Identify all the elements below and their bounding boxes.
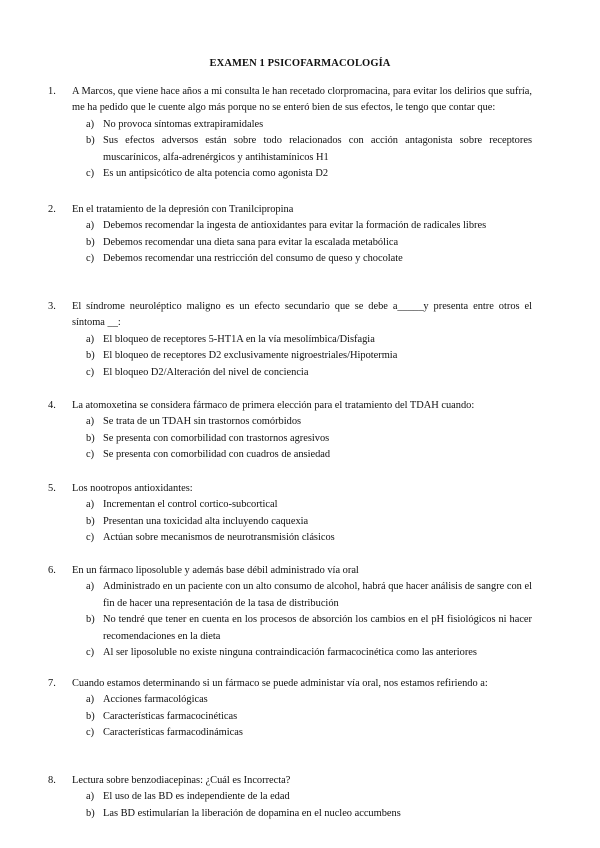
- option-letter: c): [86, 366, 95, 378]
- option-item: [48, 447, 532, 463]
- option-item: [48, 348, 532, 364]
- option-letter: a): [86, 791, 95, 803]
- option-item: [48, 514, 532, 530]
- question-2: [48, 202, 532, 268]
- option-text: Se presenta con comorbilidad con cuadros de ansiedad: [103, 449, 331, 461]
- options-list: [48, 692, 532, 741]
- option-item: [48, 709, 532, 725]
- option-text: Acciones farmacológicas: [103, 694, 208, 706]
- option-text: Debemos recomendar una restricción del consumo de queso y chocolate: [103, 253, 403, 265]
- option-letter: a): [86, 220, 95, 232]
- option-text: No tendré que tener en cuenta en los procesos de absorción los cambios en el pH fisiológicos ni hacer recomendaciones en la dieta: [103, 614, 532, 642]
- option-letter: a): [86, 499, 95, 511]
- page-title: EXAMEN 1 PSICOFARMACOLOGÍA: [209, 58, 391, 69]
- options-list: [48, 332, 532, 381]
- option-text: Incrementan el control cortico-subcortical: [103, 499, 278, 511]
- option-item: [48, 789, 532, 805]
- option-letter: c): [86, 449, 95, 461]
- option-letter: c): [86, 532, 95, 544]
- option-letter: b): [86, 135, 95, 147]
- question-3: [48, 299, 532, 381]
- option-item: [48, 497, 532, 513]
- option-item: [48, 235, 532, 251]
- question-number: 5.: [48, 483, 56, 494]
- option-text: Es un antipsicótico de alta potencia como agonista D2: [103, 168, 329, 180]
- option-text: Debemos recomendar la ingesta de antioxidantes para evitar la formación de radicales libres: [103, 220, 487, 232]
- option-text: Características farmacodinámicas: [103, 727, 243, 739]
- option-item: [48, 725, 532, 741]
- option-letter: b): [86, 807, 95, 819]
- option-text: Características farmacocinéticas: [103, 710, 238, 722]
- option-letter: b): [86, 515, 95, 527]
- option-item: [48, 806, 532, 822]
- question-number: 6.: [48, 565, 56, 576]
- option-letter: c): [86, 727, 95, 739]
- option-letter: a): [86, 694, 95, 706]
- question-4: [48, 398, 532, 464]
- option-item: [48, 645, 532, 661]
- option-letter: c): [86, 647, 95, 659]
- question-stem: La atomoxetina se considera fármaco de primera elección para el tratamiento del TDAH cuando:: [72, 400, 475, 411]
- options-list: [48, 117, 532, 183]
- option-text: El bloqueo de receptores D2 exclusivamente nigroestriales/Hipotermia: [103, 350, 398, 362]
- option-letter: b): [86, 614, 95, 626]
- option-item: [48, 431, 532, 447]
- question-stem: Cuando estamos determinando si un fármaco se puede administar vía oral, nos estamos refiriendo a:: [72, 678, 488, 689]
- option-item: [48, 332, 532, 348]
- option-letter: b): [86, 236, 95, 248]
- option-letter: a): [86, 416, 95, 428]
- question-5: [48, 481, 532, 547]
- option-letter: a): [86, 118, 95, 130]
- question-stem: Lectura sobre benzodiacepinas: ¿Cuál es Incorrecta?: [72, 775, 291, 786]
- question-number: 2.: [48, 204, 56, 215]
- question-6: [48, 563, 532, 661]
- option-text: El bloqueo de receptores 5-HT1A en la vía mesolímbica/Disfagia: [103, 333, 375, 345]
- option-text: Las BD estimularían la liberación de dopamina en el nucleo accumbens: [103, 807, 401, 819]
- option-item: [48, 251, 532, 267]
- option-letter: c): [86, 253, 95, 265]
- question-number: 8.: [48, 775, 56, 786]
- option-letter: b): [86, 710, 95, 722]
- question-stem: En el tratamiento de la depresión con Tranilcipropina: [72, 204, 294, 215]
- option-text: Actúan sobre mecanismos de neurotransmisión clásicos: [103, 532, 335, 544]
- option-item: [48, 530, 532, 546]
- option-text: El uso de las BD es independiente de la edad: [103, 791, 290, 803]
- option-item: [48, 133, 532, 166]
- option-letter: b): [86, 432, 95, 444]
- option-item: [48, 117, 532, 133]
- question-number: 4.: [48, 400, 56, 411]
- option-text: Se trata de un TDAH sin trastornos comórbidos: [103, 416, 302, 428]
- option-item: [48, 579, 532, 612]
- options-list: [48, 414, 532, 463]
- option-letter: a): [86, 333, 95, 345]
- question-stem: Los nootropos antioxidantes:: [72, 483, 193, 494]
- option-text: No provoca síntomas extrapiramidales: [103, 118, 264, 130]
- option-text: Se presenta con comorbilidad con trastornos agresivos: [103, 432, 330, 444]
- options-list: [48, 218, 532, 267]
- option-item: [48, 365, 532, 381]
- question-stem: El síndrome neuroléptico maligno es un efecto secundario que se debe a_____y presenta entre otros el síntoma __:: [72, 301, 532, 329]
- question-number: 1.: [48, 86, 56, 97]
- options-list: [48, 579, 532, 661]
- option-text: Sus efectos adversos están sobre todo relacionados con acción antagonista sobre receptores muscarínicos, alfa-adrenérgicos y antihistamínicos H1: [103, 135, 532, 163]
- question-stem: En un fármaco liposoluble y además base débil administrado vía oral: [72, 565, 359, 576]
- option-text: Debemos recomendar una dieta sana para evitar la escalada metabólica: [103, 236, 399, 248]
- option-item: [48, 612, 532, 645]
- option-text: Presentan una toxicidad alta incluyendo caquexia: [103, 515, 309, 527]
- option-letter: b): [86, 350, 95, 362]
- option-letter: c): [86, 168, 95, 180]
- question-number: 3.: [48, 301, 56, 312]
- question-8: [48, 773, 532, 822]
- options-list: [48, 497, 532, 546]
- question-number: 7.: [48, 678, 56, 689]
- option-text: El bloqueo D2/Alteración del nivel de conciencia: [103, 366, 309, 378]
- question-7: [48, 676, 532, 742]
- question-stem: A Marcos, que viene hace años a mi consulta le han recetado clorpromacina, para evitar los delirios que sufría, me ha pedido que le cuente algo más porque no se enteró bien de sus efectos, le tengo que contar que:: [72, 86, 532, 114]
- option-text: Al ser liposoluble no existe ninguna contraindicación farmacocinética como las anteriores: [103, 647, 477, 659]
- question-1: [48, 84, 532, 182]
- option-item: [48, 166, 532, 182]
- options-list: [48, 789, 532, 822]
- option-item: [48, 218, 532, 234]
- option-letter: a): [86, 581, 95, 593]
- option-item: [48, 414, 532, 430]
- option-text: Administrado en un paciente con un alto consumo de alcohol, habrá que hacer análisis de sangre con el fin de hacer una representación de la tasa de distribución: [103, 581, 532, 609]
- option-item: [48, 692, 532, 708]
